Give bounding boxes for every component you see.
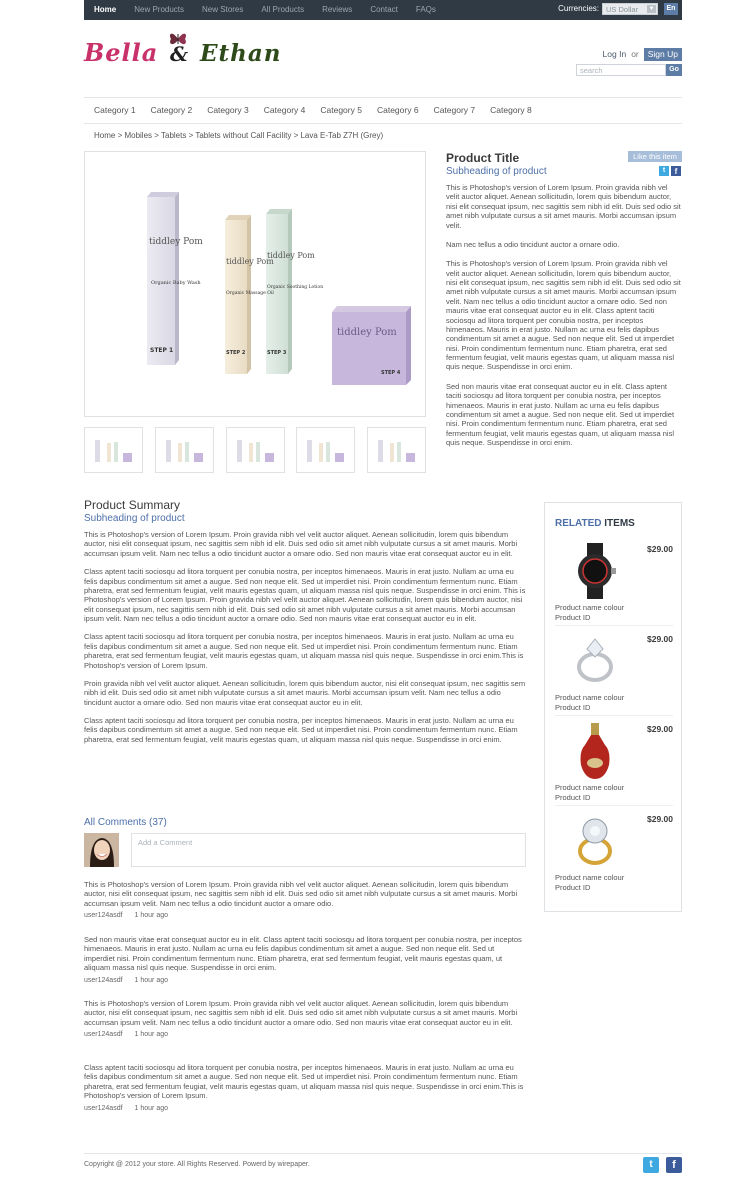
- auth-or: or: [631, 49, 639, 59]
- comment-time: 1 hour ago: [134, 976, 169, 984]
- related-id: Product ID: [555, 883, 591, 892]
- facebook-icon[interactable]: f: [666, 1157, 682, 1173]
- comment-user[interactable]: user124asdf: [84, 976, 123, 984]
- summary-paragraph: Class aptent taciti sociosqu ad litora torquent per conubia nostra, per inceptos himenaeos. Mauris in erat justo. Nullam ac urna eu felis dapibus condimentum sit amet a augue. Sed non neque elit. Sed ut imperdiet nisi. Proin condimentum fermentum nunc. Etiam pharetra, erat sed fermentum feugiat, velit mauris egestas quam, ut aliquam massa nisl quis neque. Suspendisse in orci enim. This is Photoshop's version of Lorem Ipsum. Proin gravida nibh vel velit auctor aliquet. Aenean sollicitudin, lorem quis bibendum auctor, nisi elit consequat ipsum, nec sagittis sem nibh id elit. Duis sed odio sit amet nibh vulputate cursus a sit amet mauris. Morbi accumsan ipsum velit. Nam nec tellus a odio tincidunt auctor a ornare odio. Sed non mauris vitae erat consequat auctor eu in elit.: [84, 567, 526, 623]
- product-photo: [85, 152, 425, 416]
- summary-title: Product Summary: [84, 498, 181, 512]
- search-go-button[interactable]: Go: [666, 64, 682, 76]
- footer-divider: [84, 1153, 682, 1154]
- divider: [555, 805, 673, 806]
- product-subheading: Subheading of product: [446, 166, 547, 177]
- related-item[interactable]: [555, 721, 673, 801]
- description-paragraph: This is Photoshop's version of Lorem Ipsum. Proin gravida nibh vel velit auctor aliquet. Aenean sollicitudin, lorem quis bibendum auctor, nisi elit consequat ipsum, nec sagittis sem nibh id elit. Duis sed odio sit amet nibh vulputate cursus a sit amet mauris. Morbi accumsan ipsum velit. Nam nec tellus a odio tincidunt auctor a ornare odio. Sed non mauris vitae erat consequat auctor eu in elit. Class aptent taciti sociosqu ad litora torquent per conubia nostra, per inceptos himenaeos. Mauris in erat justo. Nullam ac urna eu felis dapibus condimentum sit amet a augue. Sed non neque elit. Sed ut imperdiet nisi. Proin condimentum fermentum nunc. Etiam pharetra, erat sed fermentum feugiat, velit mauris egestas quam, ut aliquam massa nisl quis neque. Suspendisse in orci enim.: [446, 259, 681, 372]
- product-title: Product Title: [446, 151, 520, 165]
- summary-body: [84, 530, 526, 753]
- bottle-icon: [565, 721, 625, 781]
- site-logo[interactable]: [84, 32, 294, 74]
- related-id: Product ID: [555, 613, 591, 622]
- nav-reviews[interactable]: Reviews: [322, 5, 353, 14]
- related-item[interactable]: [555, 631, 673, 711]
- thumbnail-4[interactable]: [296, 427, 355, 473]
- summary-paragraph: Proin gravida nibh vel velit auctor aliquet. Aenean sollicitudin, lorem quis bibendum auctor, nisi elit consequat ipsum, nec sagittis sem nibh id elit. Duis sed odio sit amet nibh vulputate cursus a sit amet mauris. Morbi accumsan ipsum velit. Nam nec tellus a odio tincidunt auctor a ornare odio. Sed non mauris vitae erat consequat auctor eu in elit.: [84, 678, 526, 707]
- copyright: Copyright @ 2012 your store. All Rights Reserved. Powerd by wirepaper.: [84, 1161, 310, 1168]
- box3-brand: tiddley Pom: [267, 251, 315, 260]
- category-4[interactable]: Category 4: [263, 105, 306, 116]
- cube-brand: tiddley Pom: [337, 327, 397, 338]
- divider: [555, 715, 673, 716]
- comment-text: This is Photoshop's version of Lorem Ipsum. Proin gravida nibh vel velit auctor aliquet. Aenean sollicitudin, lorem quis bibendum auctor, nisi elit consequat ipsum, nec sagittis sem nibh id elit. Duis sed odio sit amet nibh vulputate cursus a sit amet mauris. Morbi accumsan ipsum velit. Nam nec tellus a odio tincidunt auctor a ornare odio.: [84, 880, 518, 908]
- description-paragraph: Sed non mauris vitae erat consequat auctor eu in elit. Class aptent taciti sociosqu ad litora torquent per conubia nostra, per inceptos himenaeos. Mauris in erat justo. Nullam ac urna eu felis dapibus condimentum sit amet a augue. Sed non neque elit. Sed ut imperdiet nisi. Proin condimentum fermentum nunc. Etiam pharetra, erat sed fermentum feugiat, velit mauris egestas quam, ut aliquam massa nisl quis neque. Suspendisse in orci enim.: [446, 381, 675, 447]
- nav-contact[interactable]: Contact: [370, 5, 398, 14]
- category-5[interactable]: Category 5: [320, 105, 362, 116]
- category-7[interactable]: Category 7: [433, 105, 476, 116]
- comment-text: Sed non mauris vitae erat consequat auctor eu in elit. Class aptent taciti sociosqu ad litora torquent per conubia nostra, per inceptos himenaeos. Mauris in erat justo. Nullam ac urna eu felis dapibus condimentum sit amet a augue. Sed non neque elit. Sed ut imperdiet nisi. Proin condimentum fermentum nunc. Etiam pharetra, erat sed fermentum feugiat, velit mauris egestas quam, ut aliquam massa nisl quis neque. Suspendisse in orci enim.: [84, 935, 522, 973]
- related-id: Product ID: [555, 703, 591, 712]
- category-3[interactable]: Category 3: [207, 105, 249, 116]
- box2-step: STEP 2: [226, 350, 246, 356]
- thumbnail-image: [297, 428, 354, 472]
- box3-step: STEP 3: [267, 350, 287, 356]
- related-item[interactable]: [555, 811, 673, 891]
- description-paragraph: Nam nec tellus a odio tincidunt auctor a ornare odio.: [446, 239, 620, 249]
- related-id: Product ID: [555, 793, 591, 802]
- box1-step: STEP 1: [150, 347, 174, 354]
- category-bar: [84, 97, 682, 124]
- comments-title[interactable]: All Comments (37): [84, 817, 167, 828]
- nav-faqs[interactable]: FAQs: [415, 5, 436, 14]
- summary-paragraph: This is Photoshop's version of Lorem Ipsum. Proin gravida nibh vel velit auctor aliquet. Aenean sollicitudin, lorem quis bibendum auctor, nisi elit consequat ipsum, nec sagittis sem nibh id elit. Duis sed odio sit amet nibh vulputate cursus a sit amet mauris. Morbi accumsan ipsum velit. Nam nec tellus a odio tincidunt auctor a ornare odio. Sed non mauris vitae erat consequat auctor eu in elit.: [84, 530, 518, 558]
- currency-label: Currencies:: [558, 4, 599, 13]
- signup-button[interactable]: Sign Up: [644, 48, 682, 61]
- description-paragraph: This is Photoshop's version of Lorem Ipsum. Proin gravida nibh vel velit auctor aliquet. Aenean sollicitudin, lorem quis bibendum auctor, nisi elit consequat ipsum, nec sagittis sem nibh id elit. Duis sed odio sit amet nibh vulputate cursus a sit amet mauris. Morbi accumsan ipsum velit.: [446, 183, 681, 230]
- user-photo: [84, 833, 119, 867]
- category-1[interactable]: Category 1: [94, 105, 136, 116]
- related-name[interactable]: Product name colour: [555, 783, 625, 792]
- breadcrumb[interactable]: Home > Mobiles > Tablets > Tablets without Call Facility > Lava E-Tab Z7H (Grey): [94, 131, 384, 140]
- thumbnail-image: [368, 428, 425, 472]
- related-name[interactable]: Product name colour: [555, 603, 625, 612]
- category-2[interactable]: Category 2: [150, 105, 193, 116]
- comment-meta: [84, 977, 526, 986]
- related-name[interactable]: Product name colour: [555, 873, 625, 882]
- comment-meta: [84, 912, 526, 921]
- comment-time: 1 hour ago: [134, 1104, 169, 1112]
- comment-item: [84, 999, 526, 1040]
- twitter-icon[interactable]: t: [659, 166, 669, 176]
- comment-user[interactable]: user124asdf: [84, 912, 123, 920]
- thumbnail-image: [85, 428, 142, 472]
- nav-new-products[interactable]: New Products: [134, 5, 185, 14]
- thumbnail-image: [156, 428, 213, 472]
- thumbnail-3[interactable]: [226, 427, 285, 473]
- summary-paragraph: Class aptent taciti sociosqu ad litora torquent per conubia nostra, per inceptos himenaeos. Mauris in erat justo. Nullam ac urna eu felis dapibus condimentum sit amet a augue. Sed non neque elit. Sed ut imperdiet nisi. Proin condimentum fermentum nunc. Etiam pharetra, erat sed fermentum feugiat, velit mauris egestas quam, ut aliquam massa nisl quis neque. Suspendisse in orci enim.: [84, 716, 518, 744]
- twitter-icon[interactable]: t: [643, 1157, 659, 1173]
- comment-input[interactable]: Add a Comment: [131, 833, 526, 867]
- category-8[interactable]: Category 8: [490, 105, 532, 116]
- box2-brand: tiddley Pom: [226, 257, 274, 266]
- box1-brand: tiddley Pom: [149, 237, 203, 247]
- chevron-down-icon: ▼: [648, 6, 655, 12]
- thumbnail-5[interactable]: [367, 427, 426, 473]
- comment-text: This is Photoshop's version of Lorem Ipsum. Proin gravida nibh vel velit auctor aliquet. Aenean sollicitudin, lorem quis bibendum auctor, nisi elit consequat ipsum, nec sagittis sem nibh id elit. Duis sed odio sit amet nibh vulputate cursus a sit amet mauris. Morbi accumsan ipsum velit. Nam nec tellus a odio tincidunt auctor a ornare odio. Sed non mauris vitae erat consequat auctor eu in elit.: [84, 999, 518, 1027]
- comment-time: 1 hour ago: [134, 912, 169, 920]
- box2-label: Organic Massage Oil: [226, 291, 274, 296]
- logo-ampersand: &: [170, 42, 189, 66]
- related-price: $29.00: [647, 544, 673, 554]
- nav-new-stores[interactable]: New Stores: [202, 5, 244, 14]
- avatar: [84, 833, 119, 867]
- currency-selector-group: [558, 3, 678, 15]
- ring-icon: [565, 631, 625, 691]
- currency-value: US Dollar: [606, 5, 639, 14]
- thumbnail-image: [227, 428, 284, 472]
- thumbnail-1[interactable]: [84, 427, 143, 473]
- like-button[interactable]: Like this item: [628, 151, 682, 162]
- box1-label: Organic Baby Wash: [151, 280, 201, 286]
- diamond-ring-icon: [565, 811, 625, 871]
- comment-time: 1 hour ago: [134, 1031, 169, 1039]
- watch-icon: [565, 541, 625, 601]
- related-items-panel: [544, 502, 682, 912]
- top-nav: [94, 0, 454, 20]
- nav-home[interactable]: Home: [94, 5, 117, 14]
- cube-step: STEP 4: [381, 370, 401, 376]
- related-title: RELATED ITEMS: [555, 518, 635, 529]
- comment-meta: [84, 1031, 526, 1040]
- summary-subheading: Subheading of product: [84, 513, 185, 524]
- comment-text: Class aptent taciti sociosqu ad litora torquent per conubia nostra, per inceptos himenaeos. Mauris in erat justo. Nullam ac urna eu felis dapibus condimentum sit amet a augue. Sed non neque elit. Sed ut imperdiet nisi. Proin condimentum fermentum nunc. Etiam pharetra, erat sed fermentum feugiat, velit mauris egestas quam, ut aliquam massa nisl quis neque. Suspendisse in orci enim.This is Photoshop's version of Lorem Ipsum.: [84, 1063, 524, 1101]
- nav-all-products[interactable]: All Products: [261, 5, 305, 14]
- comment-item: [84, 1063, 526, 1113]
- product-main-image[interactable]: [84, 151, 426, 417]
- facebook-icon[interactable]: f: [671, 166, 681, 176]
- thumbnail-2[interactable]: [155, 427, 214, 473]
- summary-paragraph: Class aptent taciti sociosqu ad litora torquent per conubia nostra, per inceptos himenaeos. Mauris in erat justo. Nullam ac urna eu felis dapibus condimentum sit amet a augue. Sed non neque elit. Sed ut imperdiet nisi. Proin condimentum fermentum nunc. Etiam pharetra, erat sed fermentum feugiat, velit mauris egestas quam, ut aliquam massa nisl quis neque. Suspendisse in orci enim.This is Photoshop's version of Lorem Ipsum.: [84, 632, 524, 670]
- divider: [555, 625, 673, 626]
- language-button[interactable]: En: [664, 3, 678, 15]
- box3-label: Organic Soothing Lotion: [267, 285, 324, 290]
- auth-links: [603, 48, 682, 61]
- logo-text-bella: Bella: [84, 38, 159, 67]
- comment-meta: [84, 1105, 526, 1114]
- logo-text-ethan: Ethan: [200, 40, 282, 67]
- related-item[interactable]: [555, 541, 673, 621]
- related-name[interactable]: Product name colour: [555, 693, 625, 702]
- login-link[interactable]: Log In: [602, 49, 627, 59]
- top-nav-bar: [84, 0, 682, 20]
- category-6[interactable]: Category 6: [376, 105, 419, 116]
- comment-user[interactable]: user124asdf: [84, 1104, 123, 1112]
- comment-item: [84, 880, 526, 921]
- related-price: $29.00: [647, 814, 673, 824]
- currency-select[interactable]: [602, 3, 658, 15]
- related-price: $29.00: [647, 724, 673, 734]
- comment-item: [84, 935, 526, 985]
- search-input[interactable]: search: [576, 64, 666, 76]
- comment-user[interactable]: user124asdf: [84, 1031, 123, 1039]
- product-description: [446, 183, 682, 457]
- related-price: $29.00: [647, 634, 673, 644]
